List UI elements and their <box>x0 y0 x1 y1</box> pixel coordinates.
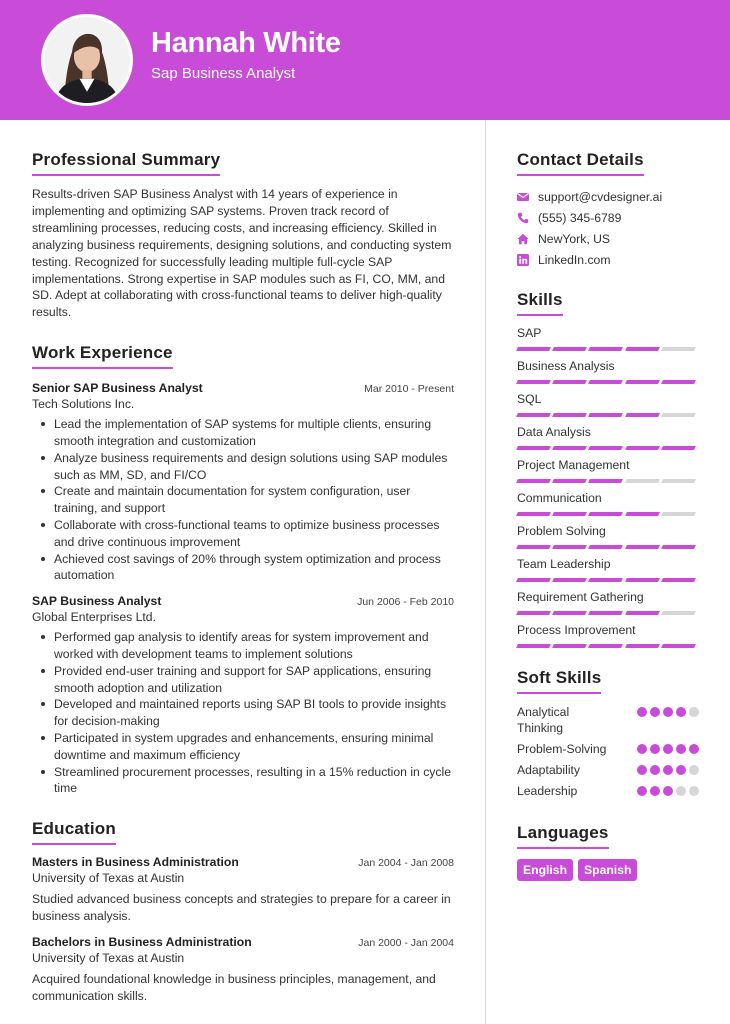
job-bullet: Lead the implementation of SAP systems for multiple clients, ensuring smooth integration and customization <box>41 416 454 450</box>
rating-dot <box>689 744 699 754</box>
contact-section <box>517 150 699 270</box>
skill-name: Process Improvement <box>517 623 636 637</box>
contact-email-text: support@cvdesigner.ai <box>538 189 663 204</box>
skill-name: Team Leadership <box>517 557 611 571</box>
skill-level-segment <box>661 446 696 450</box>
skill-name: Communication <box>517 491 602 505</box>
job-title: Senior SAP Business Analyst <box>32 381 203 396</box>
skill-level-segment <box>661 413 696 417</box>
soft-skill-rating <box>637 741 699 754</box>
job-bullet: Streamlined procurement processes, resulting in a 15% reduction in cycle time <box>41 764 454 798</box>
languages-heading: Languages <box>517 823 609 849</box>
skill-level-segment <box>625 644 660 648</box>
skill-level-segment <box>625 347 660 351</box>
phone-icon <box>517 212 529 224</box>
rating-dot <box>663 786 673 796</box>
main-column <box>32 150 454 1005</box>
job-entry <box>32 594 454 797</box>
skill-level-bar <box>517 446 699 450</box>
rating-dot <box>637 744 647 754</box>
school-name: University of Texas at Austin <box>32 871 185 886</box>
skill-level-bar <box>517 479 699 483</box>
skill-level-segment <box>625 413 660 417</box>
profile-photo-image <box>44 17 130 103</box>
skills-section <box>517 290 699 648</box>
skill-level-segment <box>552 347 587 351</box>
job-bullet: Performed gap analysis to identify areas for system improvement and worked with development teams to implement solutions <box>41 629 454 663</box>
skill-level-segment <box>552 413 587 417</box>
skill-level-segment <box>516 413 551 417</box>
skill-level-segment <box>552 380 587 384</box>
education-entry <box>32 855 454 925</box>
skill-level-segment <box>516 611 551 615</box>
skill-level-segment <box>552 644 587 648</box>
column-divider <box>485 120 486 1024</box>
contact-linkedin-text: LinkedIn.com <box>538 252 611 267</box>
skill-level-segment <box>516 512 551 516</box>
contact-heading: Contact Details <box>517 150 644 176</box>
skill-level-segment <box>516 446 551 450</box>
skill-level-segment <box>661 611 696 615</box>
soft-skill-name: Problem-Solving <box>517 742 607 756</box>
education-date: Jan 2004 - Jan 2008 <box>358 857 454 870</box>
job-bullets <box>32 416 454 584</box>
education-entry <box>32 935 454 1005</box>
languages-section <box>517 823 699 881</box>
skill-name: SAP <box>517 326 542 340</box>
skill-item <box>517 623 699 648</box>
rating-dot <box>637 786 647 796</box>
rating-dot <box>637 765 647 775</box>
rating-dot <box>689 707 699 717</box>
skill-level-bar <box>517 644 699 648</box>
skill-level-segment <box>552 545 587 549</box>
skill-item <box>517 359 699 384</box>
skill-level-segment <box>625 611 660 615</box>
skill-item <box>517 557 699 582</box>
skill-item <box>517 458 699 483</box>
experience-heading: Work Experience <box>32 343 173 369</box>
skill-level-segment <box>661 380 696 384</box>
job-company: Tech Solutions Inc. <box>32 397 135 412</box>
skill-level-segment <box>552 446 587 450</box>
skill-level-segment <box>588 611 623 615</box>
side-column <box>517 150 699 881</box>
school-name: University of Texas at Austin <box>32 951 185 965</box>
rating-dot <box>676 765 686 775</box>
job-title: SAP Business Analyst <box>32 594 162 609</box>
skill-level-segment <box>516 380 551 384</box>
rating-dot <box>650 786 660 796</box>
skill-level-segment <box>625 545 660 549</box>
linkedin-icon <box>517 254 529 266</box>
soft-skills-section <box>517 668 699 799</box>
rating-dot <box>689 765 699 775</box>
job-date: Jun 2006 - Feb 2010 <box>357 596 454 609</box>
skill-level-segment <box>661 479 696 483</box>
rating-dot <box>650 765 660 775</box>
skill-name: Problem Solving <box>517 524 606 538</box>
job-date: Mar 2010 - Present <box>364 383 454 396</box>
skill-level-segment <box>516 479 551 483</box>
job-company: Global Enterprises Ltd. <box>32 610 156 625</box>
header-banner <box>0 0 730 120</box>
envelope-icon <box>517 191 529 203</box>
job-bullets <box>32 629 454 797</box>
language-tag: English <box>517 859 573 881</box>
soft-skill-item <box>517 741 699 757</box>
rating-dot <box>650 707 660 717</box>
contact-phone-text: (555) 345-6789 <box>538 210 622 225</box>
soft-skill-item <box>517 762 699 778</box>
skill-level-bar <box>517 512 699 516</box>
skill-level-segment <box>516 644 551 648</box>
summary-heading: Professional Summary <box>32 150 220 176</box>
skill-item <box>517 524 699 549</box>
job-bullet: Create and maintain documentation for system configuration, user training, and support <box>41 483 454 517</box>
soft-skill-name: Leadership <box>517 784 578 798</box>
skill-level-segment <box>516 545 551 549</box>
soft-skill-rating <box>637 704 699 717</box>
education-section <box>32 819 454 1005</box>
rating-dot <box>663 765 673 775</box>
skill-level-segment <box>661 347 696 351</box>
skill-level-segment <box>588 512 623 516</box>
skill-level-segment <box>625 380 660 384</box>
skill-level-bar <box>517 611 699 615</box>
skill-level-segment <box>588 380 623 384</box>
skill-level-segment <box>552 578 587 582</box>
rating-dot <box>676 786 686 796</box>
language-tag: Spanish <box>578 859 637 881</box>
skill-name: SQL <box>517 392 542 406</box>
skill-level-segment <box>661 644 696 648</box>
rating-dot <box>676 707 686 717</box>
contact-linkedin[interactable] <box>517 249 699 270</box>
candidate-role: Sap Business Analyst <box>151 65 296 82</box>
rating-dot <box>663 707 673 717</box>
skill-level-segment <box>588 545 623 549</box>
candidate-name: Hannah White <box>151 27 341 59</box>
skill-item <box>517 326 699 351</box>
soft-skills-heading: Soft Skills <box>517 668 601 694</box>
job-bullet: Analyze business requirements and design solutions using SAP modules such as MM, SD, and FI/CO <box>41 450 454 484</box>
contact-email[interactable] <box>517 186 699 207</box>
job-bullet: Achieved cost savings of 20% through system optimization and process automation <box>41 551 454 585</box>
skill-level-bar <box>517 578 699 582</box>
job-entry <box>32 381 454 584</box>
skill-level-segment <box>625 512 660 516</box>
skill-level-segment <box>625 479 660 483</box>
skill-level-segment <box>625 446 660 450</box>
skill-level-segment <box>661 512 696 516</box>
skill-level-segment <box>661 578 696 582</box>
soft-skills-list <box>517 704 699 799</box>
skill-level-segment <box>516 578 551 582</box>
soft-skill-item <box>517 704 699 736</box>
contact-location <box>517 228 699 249</box>
language-tags <box>517 859 699 881</box>
rating-dot <box>663 744 673 754</box>
skill-level-segment <box>552 611 587 615</box>
skill-level-segment <box>516 347 551 351</box>
skill-level-segment <box>588 578 623 582</box>
skill-name: Requirement Gathering <box>517 590 644 604</box>
rating-dot <box>676 744 686 754</box>
skill-level-bar <box>517 347 699 351</box>
experience-section <box>32 343 454 797</box>
education-heading: Education <box>32 819 116 845</box>
summary-text: Results-driven SAP Business Analyst with 14 years of experience in implementing and optimizing SAP systems. Proven track record of streamlining processes, reducing costs, and increasing efficiency. Skilled in analyzing business requirements, designing solutions, and conducting system testing. Recognized for successfully leading multiple full-cycle SAP implementations. Strong expertise in SAP modules such as FI, CO, MM, and SD. Adept at collaborating with cross-functional teams to deliver high-quality results. <box>32 187 452 320</box>
skill-level-segment <box>588 413 623 417</box>
skill-level-segment <box>661 545 696 549</box>
skill-level-bar <box>517 380 699 384</box>
skill-item <box>517 491 699 516</box>
rating-dot <box>637 707 647 717</box>
education-date: Jan 2000 - Jan 2004 <box>358 937 454 949</box>
degree-title: Bachelors in Business Administration <box>32 935 252 949</box>
skill-item <box>517 392 699 417</box>
skill-level-segment <box>625 578 660 582</box>
job-bullet: Provided end-user training and support for SAP applications, ensuring smooth adoption and utilization <box>41 663 454 697</box>
skills-list <box>517 326 699 648</box>
contact-phone[interactable] <box>517 207 699 228</box>
profile-photo <box>41 14 133 106</box>
skills-heading: Skills <box>517 290 563 316</box>
skill-level-segment <box>588 347 623 351</box>
skill-name: Business Analysis <box>517 359 615 373</box>
skill-level-segment <box>588 644 623 648</box>
soft-skill-name: Adaptability <box>517 763 581 777</box>
job-bullet: Participated in system upgrades and enhancements, ensuring minimal downtime and maximum efficiency <box>41 730 454 764</box>
rating-dot <box>650 744 660 754</box>
job-bullet: Developed and maintained reports using SAP BI tools to provide insights for decision-making <box>41 696 454 730</box>
skill-item <box>517 590 699 615</box>
education-description: Studied advanced business concepts and strategies to prepare for a career in business analysis. <box>32 892 451 924</box>
education-description: Acquired foundational knowledge in business principles, management, and communication skills. <box>32 972 436 1003</box>
soft-skill-rating <box>637 762 699 775</box>
skill-level-bar <box>517 413 699 417</box>
soft-skill-item <box>517 783 699 799</box>
degree-title: Masters in Business Administration <box>32 855 239 870</box>
soft-skill-name: Analytical Thinking <box>517 705 570 735</box>
skill-level-segment <box>552 512 587 516</box>
skill-level-segment <box>588 479 623 483</box>
contact-location-text: NewYork, US <box>538 231 611 246</box>
skill-name: Data Analysis <box>517 425 591 439</box>
skill-name: Project Management <box>517 458 630 472</box>
skill-level-segment <box>552 479 587 483</box>
soft-skill-rating <box>637 783 699 796</box>
summary-section <box>32 150 454 321</box>
home-icon <box>517 233 529 245</box>
job-bullet: Collaborate with cross-functional teams to optimize business processes and drive continuous improvement <box>41 517 454 551</box>
skill-level-segment <box>588 446 623 450</box>
skill-item <box>517 425 699 450</box>
skill-level-bar <box>517 545 699 549</box>
rating-dot <box>689 786 699 796</box>
